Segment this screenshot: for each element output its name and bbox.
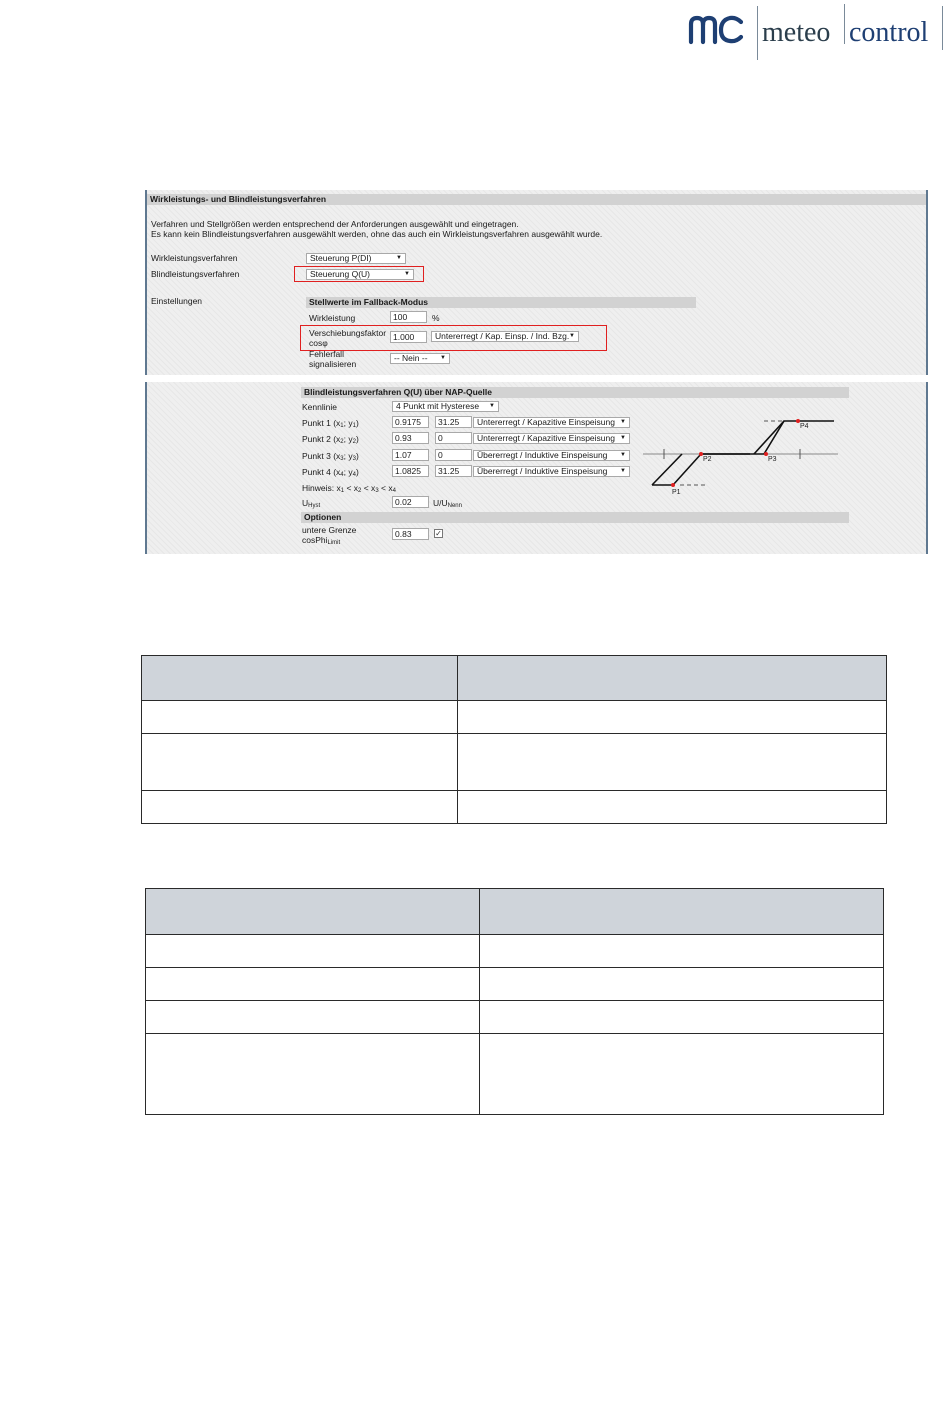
characteristic-label: Kennlinie [302, 402, 337, 412]
table-cell [480, 935, 884, 968]
table-cell [142, 701, 458, 734]
table-header-cell [458, 656, 887, 701]
lower-limit-label: untere Grenze [302, 525, 357, 535]
point-2-mode-select[interactable] [473, 433, 630, 444]
percent-unit: % [432, 313, 440, 323]
point-3-x-input[interactable]: 1.07 [392, 449, 429, 461]
table-row [142, 734, 887, 791]
table-cell [480, 1001, 884, 1034]
point-4-mode-select[interactable] [473, 466, 630, 477]
parameter-table-2 [145, 888, 884, 1115]
table-cell [146, 1001, 480, 1034]
highlight-box [294, 266, 424, 282]
chevron-down-icon: ▼ [404, 271, 410, 277]
hysteresis-input[interactable]: 0.02 [392, 496, 429, 508]
table-cell [146, 1034, 480, 1115]
table-cell [146, 968, 480, 1001]
point-2-x-input[interactable]: 0.93 [392, 432, 429, 444]
chevron-down-icon: ▼ [489, 403, 495, 409]
point-1-mode-select[interactable] [473, 417, 630, 428]
point-1-mode-value: Untererregt / Kapazitive Einspeisung [477, 417, 615, 427]
description-line: Verfahren und Stellgrößen werden entsprechend der Anforderungen ausgewählt und eingetragen. [151, 219, 519, 229]
point-2-label: Punkt 2 ($x_2$; $y_2$) [302, 434, 359, 445]
logo-separator [942, 6, 943, 50]
table-header-cell [480, 889, 884, 935]
table-row [146, 1034, 884, 1115]
chevron-down-icon: ▼ [569, 333, 575, 339]
table-header-row [146, 889, 884, 935]
lower-limit-label: cosPhi$_{Limit}$ [302, 535, 341, 546]
shift-factor-input[interactable]: 1.000 [390, 331, 427, 343]
error-signal-label: signalisieren [309, 359, 357, 369]
error-signal-select[interactable] [390, 353, 450, 364]
lower-limit-input[interactable]: 0.83 [392, 528, 429, 540]
table-cell [142, 734, 458, 791]
logo-word-meteo: meteo [762, 17, 831, 48]
point-3-label: Punkt 3 ($x_3$; $y_3$) [302, 451, 359, 462]
point-2-mode-value: Untererregt / Kapazitive Einspeisung [477, 433, 615, 443]
chevron-down-icon: ▼ [620, 468, 626, 474]
diagram-hysteresis-branch [754, 421, 784, 454]
table-row [146, 968, 884, 1001]
table-row [142, 701, 887, 734]
reactive-power-select-value: Steuerung Q(U) [310, 269, 370, 279]
point-4-x-input[interactable]: 1.0825 [392, 465, 429, 477]
characteristic-value: 4 Punkt mit Hysterese [396, 401, 480, 411]
hysteresis-unit: $U/U_{Nenn}$ [433, 498, 462, 509]
point-1-label: Punkt 1 ($x_1$; $y_1$) [302, 418, 359, 429]
point-2-y-input[interactable]: 0 [435, 432, 472, 444]
point-3-mode-value: Übererregt / Induktive Einspeisung [477, 450, 608, 460]
point-4-label: Punkt 4 ($x_4$; $y_4$) [302, 467, 359, 478]
point-1-y-input[interactable]: 31.25 [435, 416, 472, 428]
table-row [146, 935, 884, 968]
chevron-down-icon: ▼ [620, 419, 626, 425]
settings-label: Einstellungen [151, 296, 203, 306]
reactive-power-qu-panel [145, 382, 928, 554]
diagram-label-p4: P4 [800, 423, 809, 430]
table-header-row [142, 656, 887, 701]
table-header-cell [146, 889, 480, 935]
point-4-mode-value: Übererregt / Induktive Einspeisung [477, 466, 608, 476]
lower-limit-checkbox[interactable]: ✓ [435, 529, 442, 538]
chevron-down-icon: ▼ [620, 452, 626, 458]
error-signal-label: Fehlerfall [309, 349, 344, 359]
table-cell [142, 791, 458, 824]
diagram-label-p2: P2 [703, 456, 712, 463]
point-1-x-input[interactable]: 0.9175 [392, 416, 429, 428]
table-cell [458, 791, 887, 824]
point-4-y-input[interactable]: 31.25 [435, 465, 472, 477]
table-header-cell [142, 656, 458, 701]
table-cell [146, 935, 480, 968]
fallback-section-title: Stellwerte im Fallback-Modus [306, 297, 696, 308]
logo-separator [757, 6, 758, 60]
error-signal-value: -- Nein -- [394, 353, 428, 363]
logo-word-control: control [849, 17, 929, 48]
table-cell [458, 734, 887, 791]
options-section-title: Optionen [301, 512, 849, 523]
characteristic-select[interactable] [392, 401, 499, 412]
qu-hysteresis-diagram [640, 412, 840, 502]
description-line: Es kann kein Blindleistungsverfahren ausgewählt werden, ohne das auch ein Wirkleistungsverfahren ausgewählt wurde. [151, 229, 603, 239]
hysteresis-label: $U_{Hyst}$ [302, 498, 321, 509]
power-method-settings-panel [145, 190, 928, 375]
table-cell [480, 1034, 884, 1115]
diagram-label-p3: P3 [768, 456, 777, 463]
active-power-fallback-input[interactable]: 100 [390, 311, 427, 323]
mc-logo-mark-icon [688, 12, 744, 48]
diagram-point-1 [671, 483, 675, 487]
reactive-power-label: Blindleistungsverfahren [151, 269, 240, 279]
active-power-fallback-label: Wirkleistung [309, 313, 356, 323]
table-row [146, 1001, 884, 1034]
table-cell [458, 701, 887, 734]
ordering-hint: Hinweis: $x_1 < x_2 < x_3 < x_4$ [302, 483, 396, 494]
highlight-box [300, 325, 607, 351]
section-title: Blindleistungsverfahren Q(U) über NAP-Quelle [301, 387, 849, 398]
point-3-y-input[interactable]: 0 [435, 449, 472, 461]
logo-separator [844, 4, 845, 44]
section-title: Wirkleistungs- und Blindleistungsverfahren [147, 194, 926, 205]
point-3-mode-select[interactable] [473, 450, 630, 461]
shift-factor-label: cosφ [309, 338, 328, 348]
active-power-label: Wirkleistungsverfahren [151, 253, 238, 263]
chevron-down-icon: ▼ [396, 255, 402, 261]
parameter-table-1 [141, 655, 887, 824]
diagram-label-p1: P1 [672, 489, 681, 496]
shift-factor-label: Verschiebungsfaktor [309, 328, 387, 338]
company-logo [688, 4, 946, 60]
active-power-select[interactable] [306, 253, 406, 264]
shift-factor-mode-value: Untererregt / Kap. Einsp. / Ind. Bzg. [435, 331, 570, 341]
chevron-down-icon: ▼ [620, 435, 626, 441]
table-cell [480, 968, 884, 1001]
active-power-select-value: Steuerung P(DI) [310, 253, 372, 263]
chevron-down-icon: ▼ [440, 355, 446, 361]
table-row [142, 791, 887, 824]
